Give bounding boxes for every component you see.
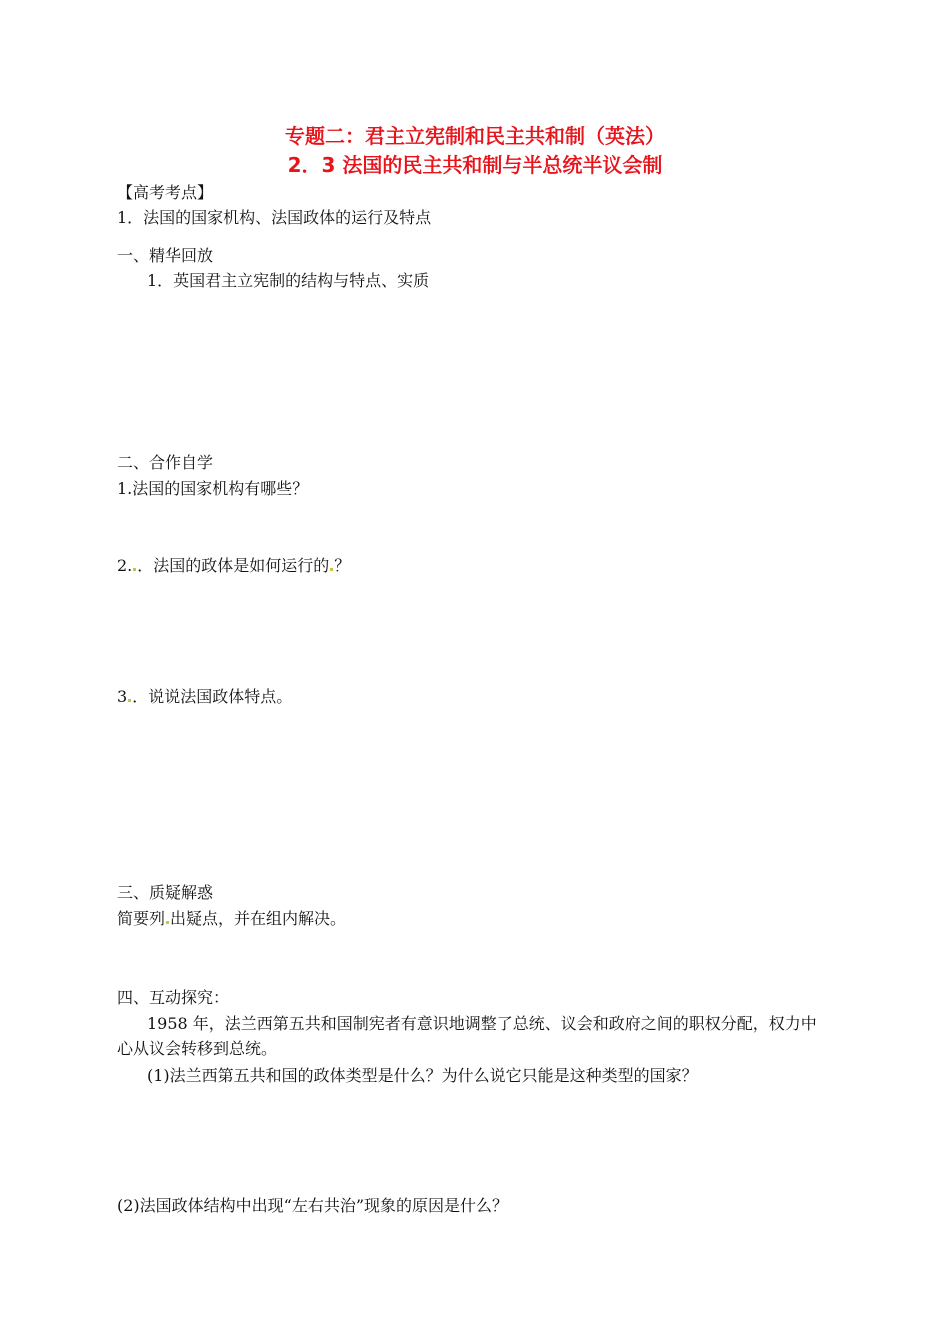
exam-points-item: 1．法国的国家机构、法国政体的运行及特点 [117,208,432,227]
section3-text [117,909,346,928]
section3-text-part2: 出疑点，并在组内解决。 [170,909,347,928]
marker-dot [133,568,136,571]
marker-dot [166,921,169,924]
section1-heading: 一、精华回放 [117,246,214,265]
section4-question2: (2)法国政体结构中出现“左右共治”现象的原因是什么？ [117,1196,509,1215]
section4-heading: 四、互动探究： [117,988,230,1007]
section4-question1: (1)法兰西第五共和国的政体类型是什么？为什么说它只能是这种类型的国家？ [147,1066,698,1085]
section3-heading: 三、质疑解惑 [117,883,214,902]
section2-question2 [117,556,350,575]
marker-dot [128,699,131,702]
question3-number: 3 [117,687,128,706]
question2-text: ．法国的政体是如何运行的 [137,556,330,575]
question3-text: ．说说法国政体特点。 [132,687,293,706]
exam-points-heading: 【高考考点】 [117,183,214,202]
question2-end: ？ [334,556,351,575]
section2-question1: 1.法国的国家机构有哪些？ [117,479,309,498]
section3-text-part1: 简要列 [117,909,166,928]
section2-heading: 二、合作自学 [117,453,214,472]
section1-item: 1．英国君主立宪制的结构与特点、实质 [147,271,430,290]
question2-number: 2. [117,556,133,575]
document-title-line2: 2．3 法国的民主共和制与半总统半议会制 [287,153,663,177]
marker-dot [330,568,333,571]
section4-paragraph-line1: 1958 年，法兰西第五共和国制宪者有意识地调整了总统、议会和政府之间的职权分配，权力中 [147,1014,817,1033]
document-title-line1: 专题二：君主立宪制和民主共和制（英法） [285,124,665,148]
section4-paragraph-line2: 心从议会转移到总统。 [117,1039,278,1058]
section2-question3 [117,687,292,706]
